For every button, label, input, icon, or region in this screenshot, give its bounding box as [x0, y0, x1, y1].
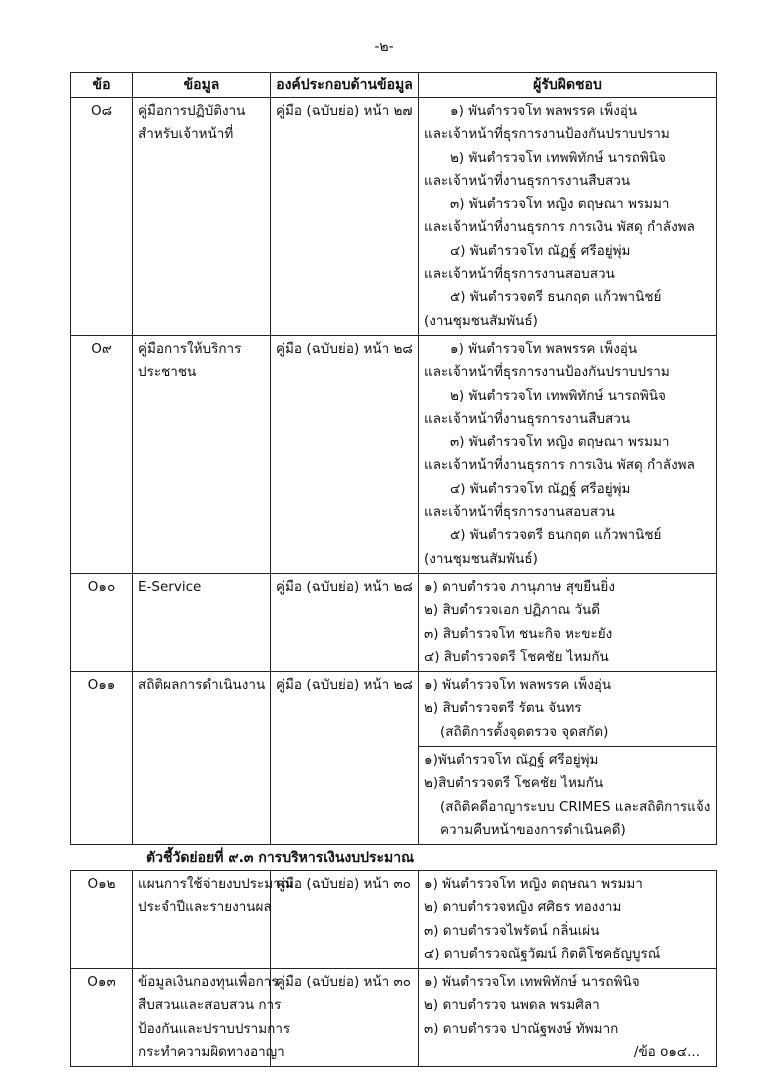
text-line: และเจ้าหน้าที่งานธุรการงานสืบสวน	[424, 172, 631, 189]
responsible-group	[419, 746, 716, 844]
text-line: คู่มือ (ฉบับย่อ) หน้า ๒๘	[276, 340, 413, 357]
item-data	[133, 672, 271, 845]
text-line: ๑) พันตำรวจโท พลพรรค เพ็งอุ่น	[450, 340, 638, 357]
item-component	[271, 98, 419, 336]
item-responsible	[419, 573, 717, 671]
text-line: ๔) พันตำรวจโท ณัฏฐ์ ศรีอยู่พุ่ม	[450, 480, 631, 497]
item-data	[133, 871, 294, 969]
item-number	[71, 335, 133, 573]
item-data	[133, 335, 271, 573]
header-data: ข้อมูล	[133, 73, 271, 98]
text-line: ๓) พันตำรวจโท หญิง ตฤษณา พรมมา	[450, 434, 670, 451]
item-data	[133, 573, 271, 671]
text-line: ความคืบหน้าของการดำเนินคดี)	[440, 821, 626, 838]
text-line: และเจ้าหน้าที่ธุรการงานป้องกันปราบปราม	[424, 126, 670, 143]
text-line: O๑๑	[87, 677, 116, 694]
text-line: คู่มือ (ฉบับย่อ) หน้า ๓๐	[276, 974, 411, 991]
text-line: คู่มือ (ฉบับย่อ) หน้า ๒๘	[276, 677, 413, 694]
text-line: O๙	[91, 340, 112, 357]
text-line: คู่มือการให้บริการ	[138, 340, 242, 357]
text-line: และเจ้าหน้าที่งานธุรการ การเงิน พัสดุ กำลังพล	[424, 457, 695, 474]
text-line: O๑๒	[87, 876, 116, 892]
text-line: ๓) ดาบตำรวจ ปาณัฐพงษ์ ทัพมาก	[424, 1020, 619, 1037]
text-line: สืบสวนและสอบสวน การ	[138, 997, 282, 1014]
text-line: ๒) สิบตำรวจเอก ปฏิภาณ วันดี	[424, 602, 601, 619]
item-responsible	[419, 871, 717, 969]
item-number	[71, 98, 133, 336]
text-line: ๓) ดาบตำรวจไพรัตน์ กลิ่นเผ่น	[424, 922, 600, 939]
header-no: ข้อ	[71, 73, 133, 98]
text-line: และเจ้าหน้าที่งานธุรการ การเงิน พัสดุ กำลังพล	[424, 219, 695, 236]
page-number: -๒-	[374, 39, 394, 55]
item-component	[271, 672, 419, 845]
item-responsible	[419, 98, 717, 336]
item-component	[271, 335, 419, 573]
text-line: ๕) พันตำรวจตรี ธนกฤต แก้วพานิชย์	[450, 527, 662, 544]
header-responsible: ผู้รับผิดชอบ	[419, 73, 717, 98]
text-line: ประจำปีและรายงานผล	[138, 899, 272, 916]
text-line: ๑)พันตำรวจโท ณัฏฐ์ ศรีอยู่พุ่ม	[424, 752, 599, 769]
text-line: (งานชุมชนสัมพันธ์)	[424, 312, 538, 329]
text-line: และเจ้าหน้าที่งานธุรการงานสืบสวน	[424, 410, 631, 427]
text-line: ๑) ดาบตำรวจ ภานุภาษ สุขยืนยิ่ง	[424, 578, 615, 595]
text-line: ๑) พันตำรวจโท หญิง ตฤษณา พรมมา	[424, 876, 643, 892]
item-number	[71, 672, 133, 845]
text-line: O๑๓	[87, 974, 116, 991]
text-line: ๒) พันตำรวจโท เทพพิทักษ์ นารถพินิจ	[450, 387, 666, 404]
responsible-group	[419, 672, 716, 746]
text-line: ๓) สิบตำรวจโท ชนะกิจ หะขะยัง	[424, 625, 613, 642]
text-line: และเจ้าหน้าที่ธุรการงานสอบสวน	[424, 504, 615, 521]
text-line: สำหรับเจ้าหน้าที่	[138, 126, 234, 143]
item-data	[133, 969, 291, 1067]
text-line: ๒) ดาบตำรวจ นพดล พรมศิลา	[424, 997, 600, 1014]
item-component	[271, 969, 419, 1067]
table-row	[71, 969, 717, 1067]
responsibility-table-2	[70, 870, 717, 1067]
text-line: ๔) พันตำรวจโท ณัฏฐ์ ศรีอยู่พุ่ม	[450, 242, 631, 259]
text-line: และเจ้าหน้าที่ธุรการงานป้องกันปราบปราม	[424, 364, 670, 381]
table-row	[71, 672, 717, 845]
text-line: ๑) พันตำรวจโท เทพพิทักษ์ นารถพินิจ	[424, 974, 640, 991]
text-line: (สถิติการตั้งจุดตรวจ จุดสกัด)	[440, 723, 609, 740]
text-line: ข้อมูลเงินกองทุนเพื่อการ	[138, 974, 279, 991]
table-header-row	[71, 73, 717, 98]
text-line: ๑) พันตำรวจโท พลพรรค เพ็งอุ่น	[450, 103, 638, 119]
text-line: ๕) พันตำรวจตรี ธนกฤต แก้วพานิชย์	[450, 289, 662, 306]
text-line: ป้องกันและปราบปรามการ	[138, 1020, 291, 1037]
text-line: คู่มือ (ฉบับย่อ) หน้า ๓๐	[276, 876, 411, 892]
text-line: O๑๐	[87, 578, 116, 595]
text-line: ประชาชน	[138, 364, 197, 381]
responsibility-table-1	[70, 72, 717, 845]
text-line: E-Service	[138, 578, 202, 595]
item-number	[71, 573, 133, 671]
table-row	[71, 98, 717, 336]
text-line: และเจ้าหน้าที่ธุรการงานสอบสวน	[424, 266, 615, 283]
text-line: ๑) พันตำรวจโท พลพรรค เพ็งอุ่น	[424, 677, 612, 694]
continuation-note: /ข้อ o๑๔...	[633, 1044, 700, 1060]
item-data	[133, 98, 271, 336]
item-component	[271, 871, 419, 969]
text-line: แผนการใช้จ่ายงบประมาณ	[138, 876, 294, 892]
text-line: ๒) ดาบตำรวจหญิง ศศิธร ทองงาม	[424, 899, 622, 916]
text-line: ๒) พันตำรวจโท เทพพิทักษ์ นารถพินิจ	[450, 149, 666, 166]
item-component	[271, 573, 419, 671]
text-line: คู่มือ (ฉบับย่อ) หน้า ๒๗	[276, 103, 413, 119]
text-line: (สถิติคดีอาญาระบบ CRIMES และสถิติการแจ้ง	[440, 798, 711, 815]
item-responsible	[419, 672, 717, 845]
text-line: ๒) สิบตำรวจตรี รัตน จันทร	[424, 700, 582, 717]
text-line: ๒)สิบตำรวจตรี โชคชัย ไหมกัน	[424, 775, 604, 792]
text-line: ๓) พันตำรวจโท หญิง ตฤษณา พรมมา	[450, 196, 670, 213]
text-line: O๘	[90, 103, 113, 119]
text-line: คู่มือการปฏิบัติงาน	[138, 103, 246, 119]
text-line: คู่มือ (ฉบับย่อ) หน้า ๒๘	[276, 578, 413, 595]
table-row	[71, 871, 717, 969]
table-row	[71, 573, 717, 671]
item-responsible	[419, 335, 717, 573]
subheading-9-3: ตัวชี้วัดย่อยที่ ๙.๓ การบริหารเงินงบประมาณ	[146, 850, 415, 866]
text-line: ๔) ดาบตำรวจณัฐวัฒน์ กิตติโชคธัญบูรณ์	[424, 945, 661, 962]
item-number	[71, 969, 133, 1067]
item-number	[71, 871, 133, 969]
header-component: องค์ประกอบด้านข้อมูล	[271, 73, 419, 98]
text-line: (งานชุมชนสัมพันธ์)	[424, 550, 538, 567]
text-line: ๔) สิบตำรวจตรี โชคชัย ไหมกัน	[424, 648, 609, 665]
text-line: กระทำความผิดทางอาญา	[138, 1044, 285, 1061]
table-row	[71, 335, 717, 573]
text-line: สถิติผลการดำเนินงาน	[138, 677, 266, 694]
